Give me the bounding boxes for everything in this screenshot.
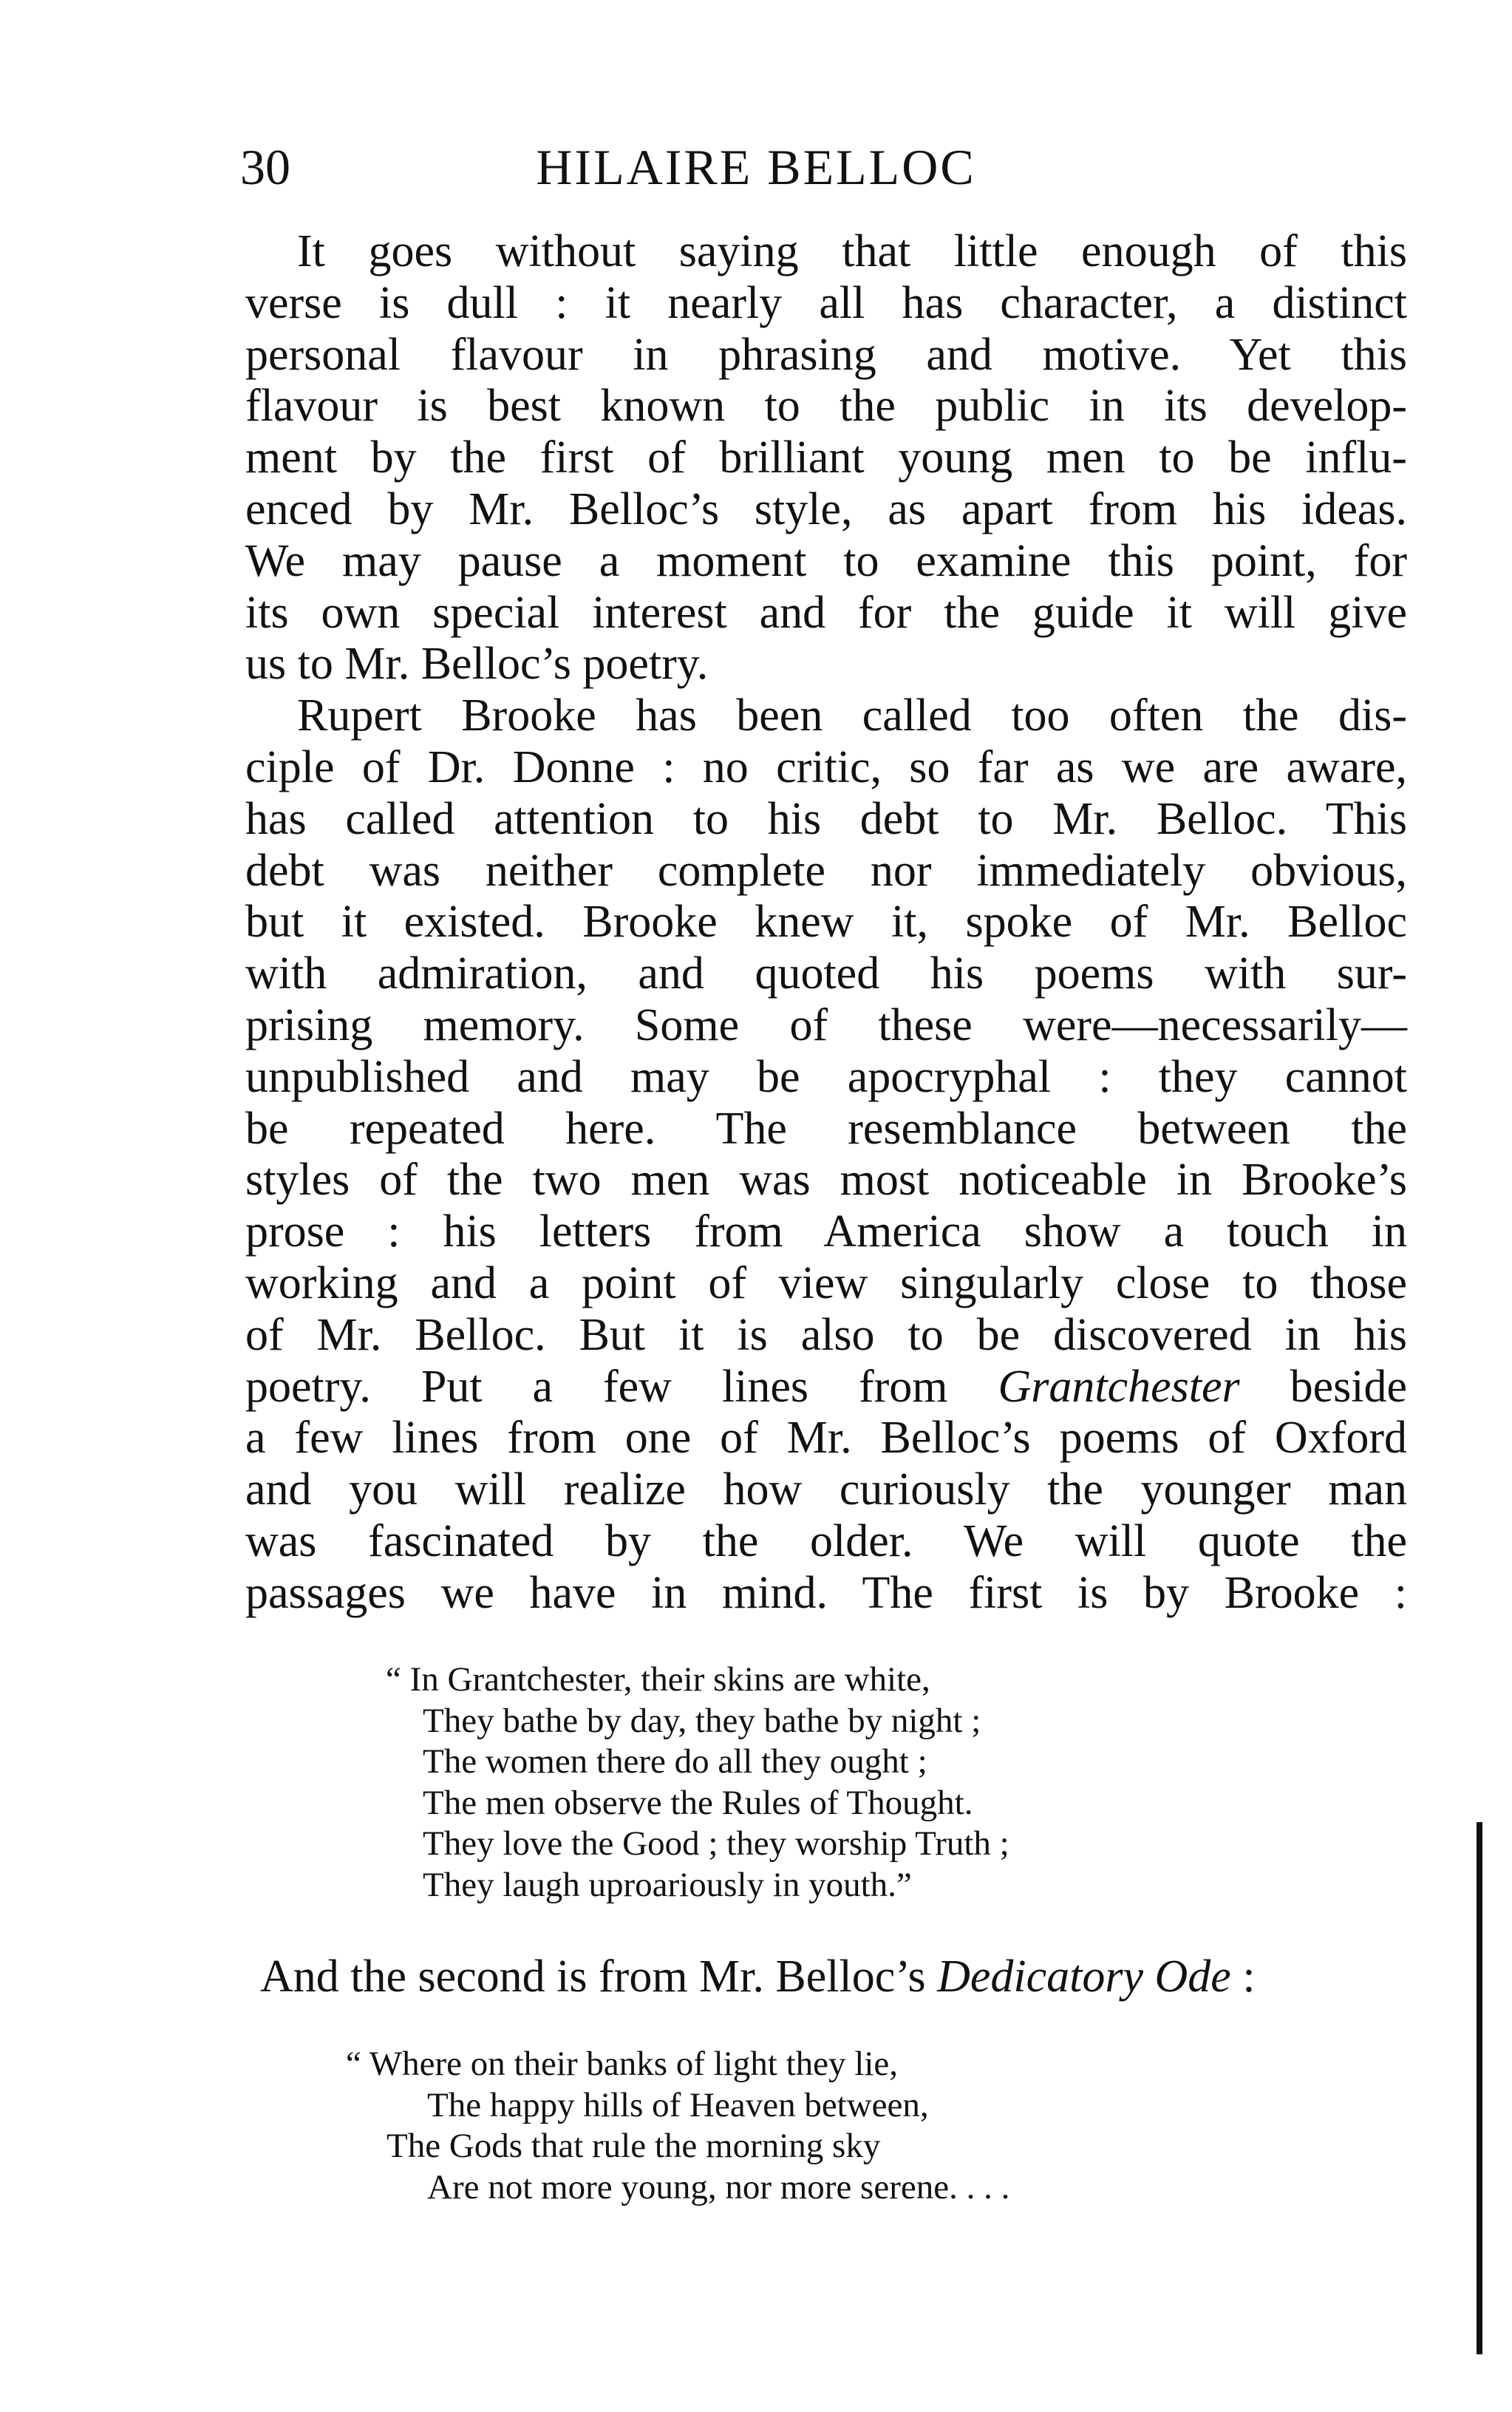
poem-line: They love the Good ; they worship Truth ; — [423, 1824, 1009, 1863]
paragraph-2-line: prising memory. Some of these were—necessarily— — [245, 999, 1407, 1050]
paragraph-1-line: its own special interest and for the guide it will give — [245, 587, 1407, 638]
book-title-dedicatory-ode: Dedicatory Ode — [937, 1951, 1231, 2002]
paragraph-2-line: prose : his letters from America show a touch in — [245, 1206, 1407, 1257]
paragraph-2-line: be repeated here. The resemblance between the — [245, 1103, 1407, 1154]
poem-grantchester — [386, 1659, 1009, 1906]
intro-text: And the second is from Mr. Belloc’s — [260, 1951, 938, 2002]
paragraph-1-line: ment by the first of brilliant young men to be influ- — [245, 432, 1407, 483]
poem-line: The men observe the Rules of Thought. — [423, 1783, 973, 1822]
paragraph-2-line: of Mr. Belloc. But it is also to be discovered in his — [245, 1309, 1407, 1360]
paragraph-1-line: We may pause a moment to examine this point, for — [245, 535, 1407, 586]
paragraph-1-line: us to Mr. Belloc’s poetry. — [245, 639, 709, 690]
book-title-grantchester: Grantchester — [998, 1361, 1240, 1412]
paragraph-2-line: styles of the two men was most noticeable in Brooke’s — [245, 1155, 1407, 1206]
line-text: beside — [1239, 1361, 1407, 1412]
paragraph-2-line: has called attention to his debt to Mr. Belloc. This — [245, 793, 1407, 844]
paragraph-2-line: working and a point of view singularly close to those — [245, 1257, 1407, 1308]
paragraph-2-line: a few lines from one of Mr. Belloc’s poems of Oxford — [245, 1413, 1407, 1464]
poem-line: Are not more young, nor more serene. . . . — [427, 2167, 1010, 2207]
poem-line: “ Where on their banks of light they lie, — [346, 2045, 898, 2083]
body-text — [245, 226, 1407, 1620]
paragraph-2-line-with-title — [245, 1362, 1407, 1413]
paragraph-1-line: enced by Mr. Belloc’s style, as apart from his ideas. — [245, 483, 1407, 534]
margin-rule — [1477, 1822, 1482, 2354]
paragraph-2-line: was fascinated by the older. We will quote the — [245, 1515, 1407, 1566]
paragraph-2-line: and you will realize how curiously the younger man — [245, 1464, 1407, 1515]
paragraph-1-line: personal flavour in phrasing and motive. Yet this — [245, 329, 1407, 380]
poem-line: The Gods that rule the morning sky — [386, 2127, 881, 2165]
paragraph-2-line: debt was neither complete nor immediately obvious, — [245, 845, 1407, 896]
paragraph-2-line: ciple of Dr. Donne : no critic, so far as we are aware, — [245, 741, 1407, 792]
paragraph-2-line: Rupert Brooke has been called too often the dis- — [297, 690, 1407, 741]
paragraph-2-line: unpublished and may be apocryphal : they cannot — [245, 1051, 1407, 1102]
poem-line: The women there do all they ought ; — [423, 1742, 927, 1781]
dedicatory-ode-intro — [260, 1951, 1256, 2003]
poem-line: The happy hills of Heaven between, — [427, 2085, 929, 2124]
paragraph-2-line: with admiration, and quoted his poems with sur- — [245, 948, 1407, 999]
intro-text: : — [1230, 1951, 1256, 2002]
line-text: poetry. Put a few lines from — [245, 1361, 998, 1412]
poem-line: “ In Grantchester, their skins are white, — [386, 1660, 930, 1699]
paragraph-1-line: flavour is best known to the public in its develop- — [245, 381, 1407, 432]
paragraph-1-line: verse is dull : it nearly all has character, a distinct — [245, 277, 1407, 328]
paragraph-2-line: passages we have in mind. The first is by Brooke : — [245, 1567, 1407, 1618]
poem-line: They bathe by day, they bathe by night ; — [423, 1701, 981, 1740]
running-title: HILAIRE BELLOC — [536, 139, 976, 195]
poem-dedicatory-ode — [346, 2044, 1009, 2208]
poem-line: They laugh uproariously in youth.” — [423, 1865, 912, 1904]
paragraph-1-line: It goes without saying that little enough of this — [297, 226, 1407, 276]
paragraph-2-line: but it existed. Brooke knew it, spoke of Mr. Belloc — [245, 897, 1407, 948]
page-number: 30 — [240, 139, 290, 195]
